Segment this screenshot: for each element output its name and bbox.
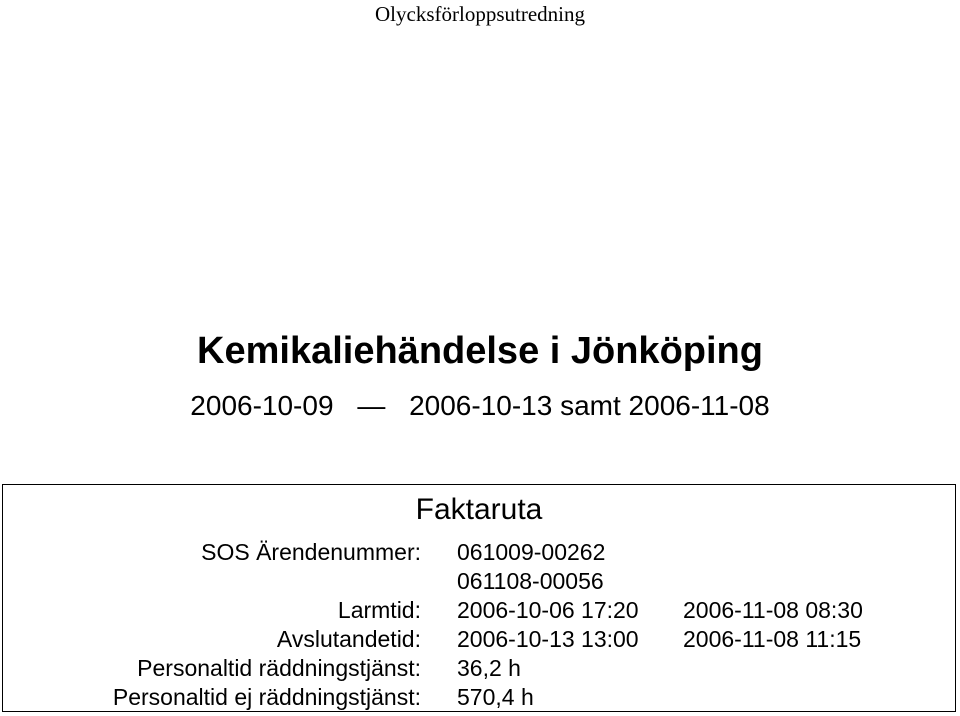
- document-header: Olycksförloppsutredning: [375, 2, 585, 26]
- fact-label: Larmtid:: [337, 597, 421, 623]
- fact-label: Personaltid räddningstjänst:: [137, 655, 421, 681]
- fact-value-secondary: 2006-11-08 11:15: [683, 626, 862, 652]
- date-start: 2006-10-09: [190, 390, 334, 421]
- document-title: Kemikaliehändelse i Jönköping: [197, 330, 763, 372]
- fact-label: SOS Ärendenummer:: [201, 539, 421, 565]
- fact-row-staff-time-non-rescue: [3, 683, 955, 712]
- fact-label: Personaltid ej räddningstjänst:: [112, 684, 421, 710]
- fact-row-sos-number: [3, 538, 955, 567]
- fact-value: 2006-10-13 13:00: [457, 626, 639, 652]
- date-end: 2006-10-13 samt 2006-11-08: [409, 390, 770, 421]
- fact-value-secondary: 2006-11-08 08:30: [683, 597, 863, 623]
- fact-box-heading: Faktaruta: [415, 493, 543, 526]
- fact-box: [2, 484, 956, 712]
- fact-label: Avslutandetid:: [276, 626, 421, 652]
- fact-row-end-time: [3, 625, 955, 654]
- date-range: [0, 388, 960, 424]
- fact-value: 570,4 h: [457, 684, 534, 710]
- date-separator: —: [357, 390, 386, 421]
- fact-value: 36,2 h: [457, 655, 521, 681]
- fact-rows: [3, 538, 955, 712]
- fact-value: 2006-10-06 17:20: [457, 597, 639, 623]
- fact-value: 061009-00262: [457, 539, 606, 565]
- fact-value: 061108-00056: [457, 568, 604, 594]
- fact-row-staff-time-rescue: [3, 654, 955, 683]
- fact-row-sos-number-2: [3, 567, 955, 596]
- fact-row-alarm-time: [3, 596, 955, 625]
